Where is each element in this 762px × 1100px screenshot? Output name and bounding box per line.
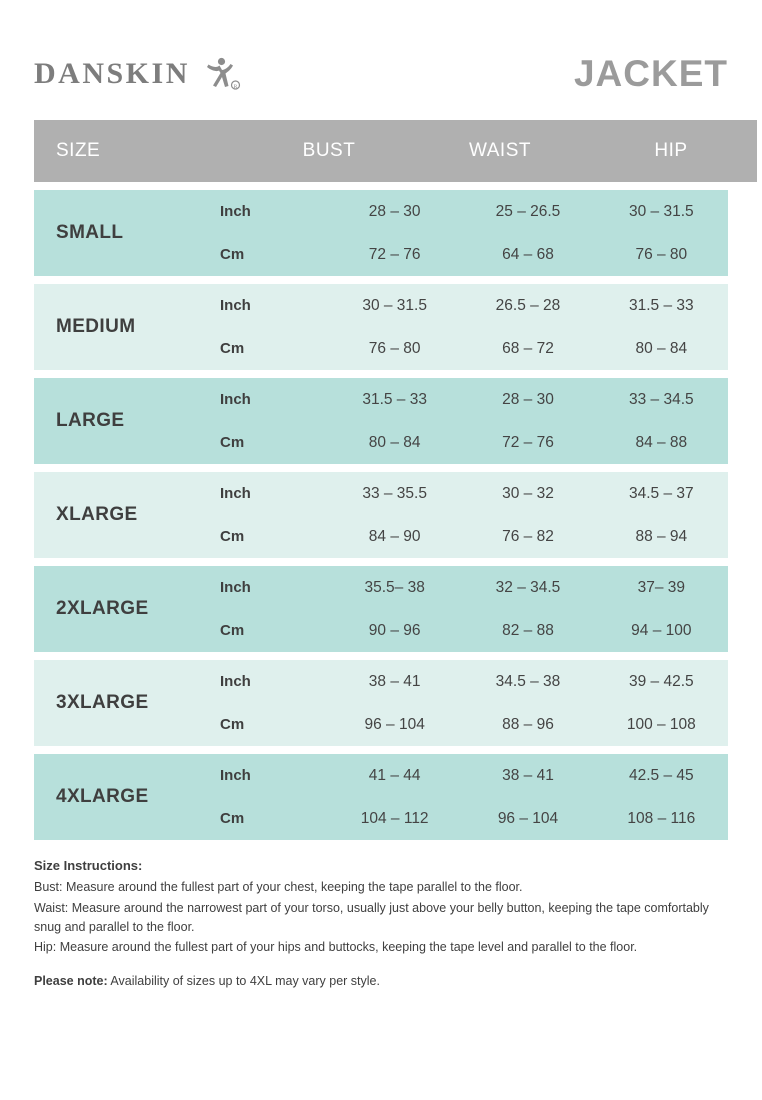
size-table-header	[34, 120, 757, 182]
cell-hip-cm: 84 – 88	[635, 433, 688, 451]
unit-label-inch: Inch	[220, 673, 251, 690]
cell-bust-cm: 72 – 76	[368, 245, 421, 263]
cell-waist-cm: 68 – 72	[502, 339, 554, 357]
table-row	[34, 284, 728, 370]
instruction-bust: Bust: Measure around the fullest part of your chest, keeping the tape parallel to the floor.	[34, 880, 523, 895]
row-size-label: SMALL	[56, 222, 124, 243]
row-unit-inch	[220, 378, 728, 421]
unit-label-inch: Inch	[220, 579, 251, 596]
table-row	[34, 472, 728, 558]
cell-waist-inch: 34.5 – 38	[495, 672, 561, 690]
unit-label-cm: Cm	[220, 716, 245, 733]
cell-bust-cm: 96 – 104	[364, 715, 425, 733]
unit-label-cm: Cm	[220, 810, 245, 827]
table-row	[34, 378, 728, 464]
cell-waist-inch: 26.5 – 28	[495, 296, 561, 314]
unit-label-inch: Inch	[220, 297, 251, 314]
row-unit-inch	[220, 660, 728, 703]
cell-bust-inch: 31.5 – 33	[362, 390, 427, 408]
row-size-label: 3XLARGE	[56, 692, 149, 713]
cell-bust-cm: 80 – 84	[368, 433, 421, 451]
column-header-bust: BUST	[302, 140, 356, 161]
row-unit-cm	[220, 609, 728, 652]
cell-waist-inch: 30 – 32	[502, 484, 554, 502]
unit-label-cm: Cm	[220, 340, 245, 357]
unit-label-inch: Inch	[220, 485, 251, 502]
cell-hip-inch: 39 – 42.5	[628, 672, 694, 690]
unit-label-cm: Cm	[220, 246, 245, 263]
cell-waist-inch: 32 – 34.5	[495, 578, 561, 596]
column-header-size: SIZE	[56, 140, 101, 161]
table-row	[34, 660, 728, 746]
cell-bust-inch: 41 – 44	[368, 766, 421, 784]
instruction-waist: Waist: Measure around the narrowest part of your torso, usually just above your belly button, keeping the tape comfortably snug and parallel to the floor.	[34, 900, 709, 934]
cell-hip-inch: 42.5 – 45	[628, 766, 694, 784]
column-header-waist: WAIST	[469, 140, 531, 161]
cell-hip-cm: 76 – 80	[635, 245, 688, 263]
row-size-label: LARGE	[56, 410, 125, 431]
cell-waist-cm: 72 – 76	[502, 433, 554, 451]
cell-bust-cm: 90 – 96	[368, 621, 421, 639]
cell-hip-inch: 30 – 31.5	[628, 202, 694, 220]
row-unit-inch	[220, 566, 728, 609]
dancer-figure-icon	[198, 52, 242, 96]
cell-waist-cm: 96 – 104	[497, 809, 559, 827]
row-unit-cm	[220, 515, 728, 558]
availability-note	[34, 972, 728, 991]
cell-bust-inch: 35.5– 38	[364, 578, 425, 596]
note-label: Please note:	[34, 973, 108, 988]
cell-waist-inch: 38 – 41	[502, 766, 554, 784]
cell-hip-inch: 37– 39	[637, 578, 686, 596]
row-size-label: 4XLARGE	[56, 786, 149, 807]
column-header-hip: HIP	[654, 140, 688, 161]
size-instructions	[34, 848, 728, 991]
page-title: JACKET	[573, 53, 728, 94]
instruction-hip: Hip: Measure around the fullest part of your hips and buttocks, keeping the tape level and parallel to the floor.	[34, 940, 638, 955]
note-text: Availability of sizes up to 4XL may vary per style.	[107, 973, 380, 988]
cell-hip-cm: 94 – 100	[631, 621, 692, 639]
cell-waist-cm: 82 – 88	[502, 621, 554, 639]
cell-waist-cm: 88 – 96	[502, 715, 554, 733]
brand-name: DANSKIN	[34, 57, 190, 90]
unit-label-inch: Inch	[220, 391, 251, 408]
row-unit-inch	[220, 472, 728, 515]
table-header-row	[34, 120, 757, 182]
unit-label-cm: Cm	[220, 434, 245, 451]
table-row	[34, 566, 728, 652]
row-size-label: MEDIUM	[56, 316, 136, 337]
row-unit-cm	[220, 703, 728, 746]
cell-hip-cm: 100 – 108	[626, 715, 696, 733]
unit-label-inch: Inch	[220, 767, 251, 784]
row-unit-cm	[220, 421, 728, 464]
cell-hip-cm: 80 – 84	[635, 339, 688, 357]
row-unit-cm	[220, 797, 728, 840]
row-unit-inch	[220, 754, 728, 797]
cell-bust-inch: 33 – 35.5	[362, 484, 427, 502]
row-unit-cm	[220, 327, 728, 370]
unit-label-cm: Cm	[220, 528, 245, 545]
page-header	[34, 0, 728, 120]
cell-bust-inch: 30 – 31.5	[362, 296, 427, 314]
unit-label-inch: Inch	[220, 203, 251, 220]
cell-waist-cm: 76 – 82	[502, 527, 554, 545]
cell-bust-cm: 76 – 80	[368, 339, 421, 357]
row-unit-cm	[220, 233, 728, 276]
cell-hip-inch: 34.5 – 37	[628, 484, 694, 502]
svg-text:R: R	[233, 84, 238, 90]
row-size-label: XLARGE	[56, 504, 138, 525]
table-row	[34, 754, 728, 840]
row-unit-inch	[220, 190, 728, 233]
cell-hip-cm: 108 – 116	[627, 809, 696, 827]
cell-waist-inch: 25 – 26.5	[495, 202, 561, 220]
table-row	[34, 190, 728, 276]
cell-hip-inch: 33 – 34.5	[628, 390, 694, 408]
cell-bust-cm: 84 – 90	[368, 527, 421, 545]
cell-bust-inch: 38 – 41	[368, 672, 421, 690]
instructions-title: Size Instructions:	[34, 858, 143, 873]
row-size-label: 2XLARGE	[56, 598, 149, 619]
cell-bust-inch: 28 – 30	[368, 202, 421, 220]
cell-bust-cm: 104 – 112	[360, 809, 429, 827]
cell-hip-inch: 31.5 – 33	[628, 296, 694, 314]
cell-hip-cm: 88 – 94	[635, 527, 688, 545]
row-unit-inch	[220, 284, 728, 327]
unit-label-cm: Cm	[220, 622, 245, 639]
cell-waist-cm: 64 – 68	[502, 245, 554, 263]
brand-logo	[34, 52, 242, 96]
cell-waist-inch: 28 – 30	[502, 390, 554, 408]
